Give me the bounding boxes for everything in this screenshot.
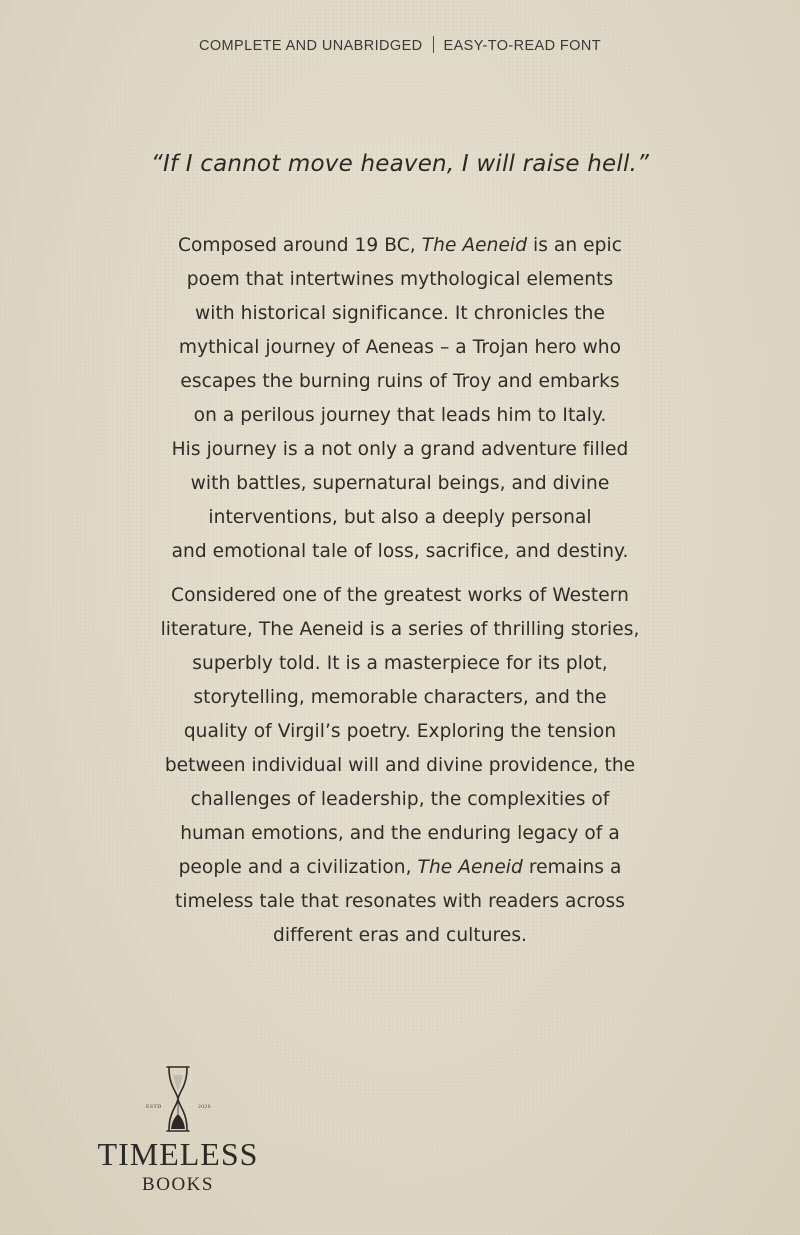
- text-segment: Composed around 19 BC,: [177, 235, 422, 256]
- text-line: different eras and cultures.: [272, 925, 528, 946]
- synopsis-paragraph-2: [60, 579, 740, 953]
- book-title: The Aeneid: [417, 857, 523, 878]
- logo-subname: BOOKS: [142, 1174, 214, 1195]
- text-line: literature, The Aeneid is a series of thrilling stories,: [160, 619, 640, 640]
- synopsis: [60, 229, 740, 953]
- logo-name: TIMELESS: [97, 1136, 259, 1172]
- text-line: storytelling, memorable characters, and the: [193, 687, 607, 708]
- text-line: and emotional tale of loss, sacrifice, and destiny.: [171, 541, 629, 562]
- logo-estd: ESTD: [146, 1104, 162, 1110]
- text-line: timeless tale that resonates with readers across: [175, 891, 625, 912]
- text-line: with historical significance. It chronicles the: [195, 303, 605, 324]
- book-title: The Aeneid: [421, 235, 528, 256]
- text-line: poem that intertwines mythological elements: [186, 269, 614, 290]
- tagline-font: EASY-TO-READ FONT: [443, 38, 601, 54]
- text-line: His journey is a not only a grand adventure filled: [171, 439, 629, 460]
- logo-year: 2020: [198, 1104, 211, 1110]
- text-segment: people and a civilization,: [178, 857, 418, 878]
- text-line: mythical journey of Aeneas – a Trojan hero who: [178, 337, 622, 358]
- text-line: challenges of leadership, the complexities of: [190, 789, 610, 810]
- tagline-complete: COMPLETE AND UNABRIDGED: [199, 38, 423, 54]
- text-line: escapes the burning ruins of Troy and embarks: [180, 371, 620, 392]
- tagline-divider: [433, 36, 434, 53]
- cover-tagline: [0, 36, 800, 54]
- text-line: [60, 851, 740, 885]
- text-segment: is an epic: [527, 235, 623, 256]
- hourglass-icon: [78, 1060, 278, 1138]
- text-line: with battles, supernatural beings, and divine: [190, 473, 610, 494]
- text-line: quality of Virgil’s poetry. Exploring the tension: [183, 721, 617, 742]
- text-line: on a perilous journey that leads him to Italy.: [193, 405, 607, 426]
- cover-quote: “If I cannot move heaven, I will raise hell.”: [150, 151, 650, 177]
- text-line: between individual will and divine providence, the: [164, 755, 636, 776]
- publisher-logo: [78, 1060, 278, 1210]
- text-line: superbly told. It is a masterpiece for its plot,: [192, 653, 608, 674]
- text-line: [60, 229, 740, 263]
- synopsis-paragraph-1: [60, 229, 740, 569]
- text-line: human emotions, and the enduring legacy of a: [180, 823, 620, 844]
- text-segment: remains a: [522, 857, 622, 878]
- text-line: interventions, but also a deeply personal: [208, 507, 592, 528]
- text-line: Considered one of the greatest works of Western: [171, 585, 629, 606]
